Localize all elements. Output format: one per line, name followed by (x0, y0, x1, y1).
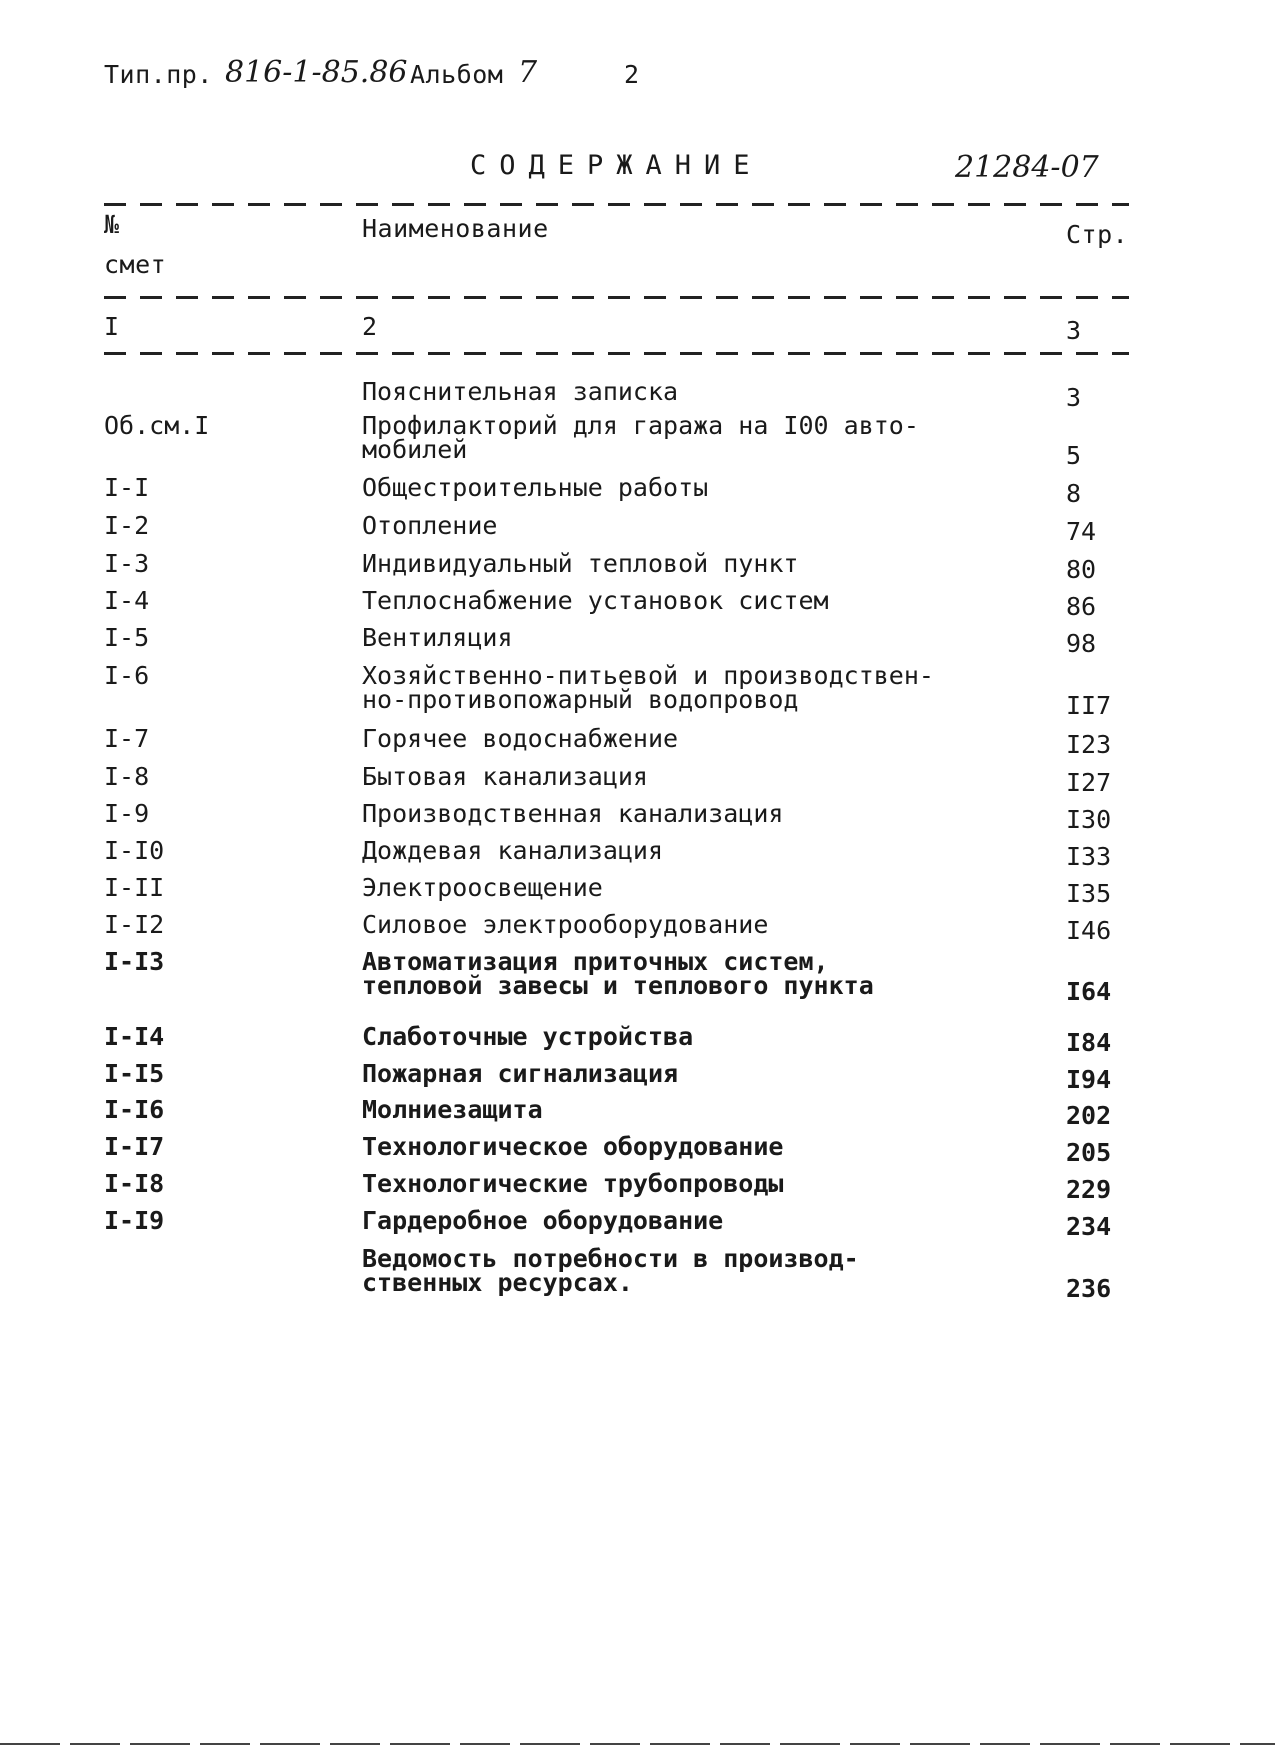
estimate-number: I-9 (104, 799, 150, 828)
section-name: Пожарная сигнализация (362, 1059, 679, 1088)
section-name: Производственная канализация (362, 799, 784, 828)
page-number: 5 (1066, 441, 1082, 470)
page-number: 8 (1066, 479, 1082, 508)
estimate-number: I-I4 (104, 1022, 165, 1051)
section-name: Автоматизация приточных систем, (362, 947, 829, 976)
page-number: 3 (1066, 383, 1082, 412)
page-number: 98 (1066, 629, 1097, 658)
section-name: Молниезащита (362, 1095, 543, 1124)
header-project-number: 816-1-85.86 (225, 55, 408, 90)
section-name: Электроосвещение (362, 873, 603, 902)
col-header-name: Наименование (362, 214, 549, 243)
page-number: 74 (1066, 517, 1097, 546)
page-number: I33 (1066, 842, 1112, 871)
page-number: 86 (1066, 592, 1097, 621)
table-top-rule (104, 203, 1129, 206)
col-index-name: 2 (362, 312, 378, 341)
bottom-border (0, 1743, 1275, 1745)
page-number: I27 (1066, 768, 1112, 797)
page-number: I35 (1066, 879, 1112, 908)
section-name: Ведомость потребности в производ- (362, 1244, 859, 1273)
index-divider (104, 352, 1129, 355)
section-name: Дождевая канализация (362, 836, 664, 865)
page-number: 205 (1066, 1138, 1112, 1167)
estimate-number: I-I0 (104, 836, 165, 865)
header-divider (104, 296, 1129, 299)
section-name: Отопление (362, 511, 498, 540)
section-name: Индивидуальный тепловой пункт (362, 549, 799, 578)
estimate-number: I-6 (104, 661, 150, 690)
header-prefix: Тип.пр. (104, 60, 213, 89)
section-name: мобилей (362, 435, 468, 464)
section-name: Горячее водоснабжение (362, 724, 679, 753)
section-name: Силовое электрооборудование (362, 910, 769, 939)
page-number: I30 (1066, 805, 1112, 834)
section-name: Общестроительные работы (362, 473, 709, 502)
section-name: но-противопожарный водопровод (362, 685, 799, 714)
header-album: Альбом (410, 60, 504, 89)
col-index-number: I (104, 312, 120, 341)
estimate-number: I-2 (104, 511, 150, 540)
col-index-page: 3 (1066, 316, 1082, 345)
page-number: 236 (1066, 1274, 1112, 1303)
section-name: ственных ресурсах. (362, 1268, 633, 1297)
page-number: II7 (1066, 691, 1112, 720)
section-name: Технологическое оборудование (362, 1132, 784, 1161)
estimate-number: I-4 (104, 586, 150, 615)
section-name: Пояснительная записка (362, 377, 679, 406)
estimate-number: I-I7 (104, 1132, 165, 1161)
page-number: I46 (1066, 916, 1112, 945)
estimate-number: I-I3 (104, 947, 165, 976)
section-name: Слаботочные устройства (362, 1022, 694, 1051)
estimate-number: I-5 (104, 623, 150, 652)
estimate-number: I-I9 (104, 1206, 165, 1235)
col-header-page: Стр. (1066, 220, 1129, 249)
section-name: Вентиляция (362, 623, 513, 652)
estimate-number: I-7 (104, 724, 150, 753)
section-name: тепловой завесы и теплового пункта (362, 971, 874, 1000)
estimate-number: I-I8 (104, 1169, 165, 1198)
section-name: Теплоснабжение установок систем (362, 586, 829, 615)
page-number: 202 (1066, 1101, 1112, 1130)
page-number: 229 (1066, 1175, 1112, 1204)
section-name: Гардеробное оборудование (362, 1206, 724, 1235)
estimate-number: I-I6 (104, 1095, 165, 1124)
estimate-number: Об.см.I (104, 411, 210, 440)
page-title: СОДЕРЖАНИЕ (470, 150, 763, 181)
estimate-number: I-I2 (104, 910, 165, 939)
document-code: 21284-07 (955, 150, 1099, 185)
page-number: 80 (1066, 555, 1097, 584)
estimate-number: I-I (104, 473, 150, 502)
estimate-number: I-II (104, 873, 165, 902)
estimate-number: I-8 (104, 762, 150, 791)
section-name: Профилакторий для гаража на I00 авто- (362, 411, 919, 440)
estimate-number: I-3 (104, 549, 150, 578)
page-number: I64 (1066, 977, 1112, 1006)
page-number: I84 (1066, 1028, 1112, 1057)
header-album-number: 7 (518, 55, 538, 90)
col-header-number-sub: смет (104, 250, 167, 279)
section-name: Технологические трубопроводы (362, 1169, 784, 1198)
page-number: I23 (1066, 730, 1112, 759)
estimate-number: I-I5 (104, 1059, 165, 1088)
section-name: Хозяйственно-питьевой и производствен- (362, 661, 934, 690)
col-header-number: № (104, 210, 120, 239)
page-number: I94 (1066, 1065, 1112, 1094)
sheet-number: 2 (624, 60, 640, 89)
section-name: Бытовая канализация (362, 762, 648, 791)
page-number: 234 (1066, 1212, 1112, 1241)
